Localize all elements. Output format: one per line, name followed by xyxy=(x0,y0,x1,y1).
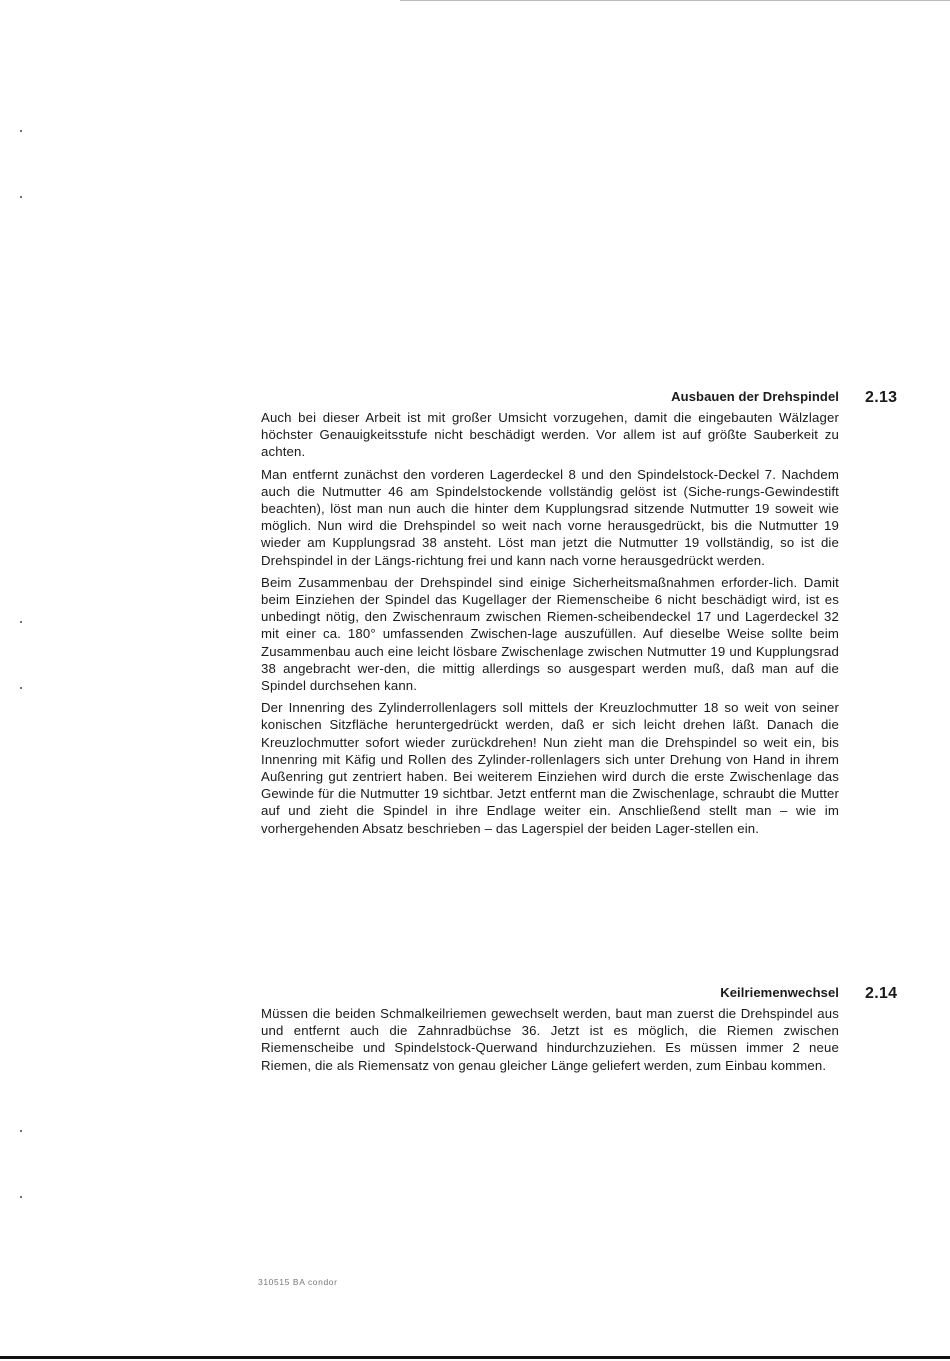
scan-speck xyxy=(20,196,22,198)
section-heading: Keilriemenwechsel xyxy=(720,985,839,1000)
scan-speck xyxy=(20,621,22,623)
bottom-edge-line xyxy=(0,1356,950,1359)
paragraph: Der Innenring des Zylinderrollenlagers soll mittels der Kreuzlochmutter 18 so weit von seiner konischen Sitzfläche heruntergedrückt werden, daß er sich leicht drehen läßt. Danach die Kreuzlochmutter sofort wieder zurückdrehen! Nun zieht man die Drehspindel so weit ein, bis Innenring mit Käfig und Rollen des Zylinder-rollenlagers sich unter Drehung von Hand in ihrem Außenring gut zentriert haben. Bei weiterem Einziehen wird durch die erste Zwischenlage das Gewinde für die Nutmutter 19 sichtbar. Jetzt entfernt man die Zwischenlage, schraubt die Mutter auf und zieht die Spindel in ihre Endlage weiter ein. Anschließend stellt man – wie im vorhergehenden Absatz beschrieben – das Lagerspiel der beiden Lager-stellen ein. xyxy=(261,700,839,836)
footer-code: 310515 BA condor xyxy=(258,1277,338,1287)
section-2-13 xyxy=(261,389,839,842)
scan-speck xyxy=(20,1130,22,1132)
section-2-14 xyxy=(261,985,839,1079)
scan-speck xyxy=(20,130,22,132)
scan-speck xyxy=(20,687,22,689)
paragraph: Auch bei dieser Arbeit ist mit großer Umsicht vorzugehen, damit die eingebauten Wälzlager höchster Genauigkeitsstufe nicht beschädigt werden. Vor allem ist auf größte Sauberkeit zu achten. xyxy=(261,410,839,460)
paragraph: Man entfernt zunächst den vorderen Lagerdeckel 8 und den Spindelstock-Deckel 7. Nachdem auch die Nutmutter 46 am Spindelstockende vollständig gelöst ist (Siche-rungs-Gewindestift beachten), löst man nun auch die hinter dem Kupplungsrad sitzende Nutmutter 19 soweit wie möglich. Nun wird die Drehspindel so weit nach vorne herausgedrückt, bis die Nutmutter 19 wieder am Kupplungsrad 38 ansteht. Löst man jetzt die Nutmutter 19 vollständig, so ist die Drehspindel in der Längs-richtung frei und kann nach vorne herausgedrückt werden. xyxy=(261,466,839,568)
section-heading: Ausbauen der Drehspindel xyxy=(671,389,839,404)
section-number: 2.14 xyxy=(865,985,898,1002)
top-edge-line xyxy=(400,0,950,1)
paragraph: Müssen die beiden Schmalkeilriemen gewechselt werden, baut man zuerst die Drehspindel aus und entfernt auch die Zahnradbüchse 36. Jetzt ist es möglich, die Riemen zwischen Riemenscheibe und Spindelstock-Querwand hindurchzuziehen. Es müssen immer 2 neue Riemen, die als Riemensatz von genau gleicher Länge geliefert werden, zum Einbau kommen. xyxy=(261,1006,839,1073)
paragraph: Beim Zusammenbau der Drehspindel sind einige Sicherheitsmaßnahmen erforder-lich. Damit beim Einziehen der Spindel das Kugellager der Riemenscheibe 6 nicht beschädigt wird, ist es unbedingt nötig, den Zwischenraum zwischen Riemen-scheibendeckel 17 und Lagerdeckel 32 mit einer ca. 180° umfassenden Zwischen-lage auszufüllen. Auf dieselbe Weise sollte beim Zusammenbau auch eine leicht lösbare Zwischenlage zwischen Nutmutter 19 und Kupplungsrad 38 angebracht wer-den, die mittig allerdings so ausgespart werden muß, daß man auf die Spindel durchsehen kann. xyxy=(261,574,839,694)
section-number: 2.13 xyxy=(865,389,898,406)
scan-speck xyxy=(20,1196,22,1198)
